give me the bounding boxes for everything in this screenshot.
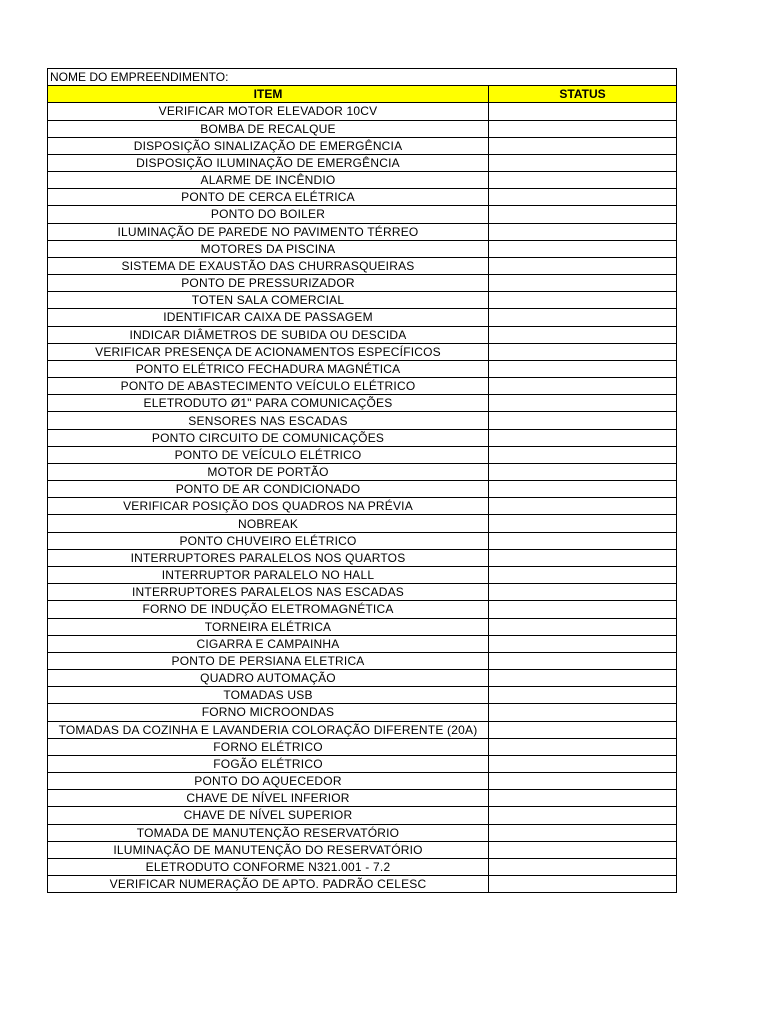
item-cell[interactable]: PONTO CIRCUITO DE COMUNICAÇÕES: [48, 429, 489, 446]
table-row: [48, 876, 677, 893]
item-cell[interactable]: BOMBA DE RECALQUE: [48, 120, 489, 137]
status-cell[interactable]: [489, 755, 677, 772]
table-row: [48, 343, 677, 360]
status-cell[interactable]: [489, 360, 677, 377]
table-row: [48, 481, 677, 498]
table-row: [48, 257, 677, 274]
item-cell[interactable]: INTERRUPTOR PARALELO NO HALL: [48, 566, 489, 583]
table-row: [48, 790, 677, 807]
status-cell[interactable]: [489, 103, 677, 120]
status-cell[interactable]: [489, 154, 677, 171]
status-cell[interactable]: [489, 687, 677, 704]
table-row: [48, 807, 677, 824]
status-cell[interactable]: [489, 773, 677, 790]
item-cell[interactable]: INTERRUPTORES PARALELOS NAS ESCADAS: [48, 584, 489, 601]
table-row: [48, 755, 677, 772]
item-cell[interactable]: FORNO DE INDUÇÃO ELETROMAGNÉTICA: [48, 601, 489, 618]
status-cell[interactable]: [489, 412, 677, 429]
status-cell[interactable]: [489, 515, 677, 532]
status-cell[interactable]: [489, 395, 677, 412]
table-row: [48, 172, 677, 189]
item-cell[interactable]: FOGÃO ELÉTRICO: [48, 755, 489, 772]
table-row: [48, 137, 677, 154]
item-cell[interactable]: ALARME DE INCÊNDIO: [48, 172, 489, 189]
item-cell[interactable]: QUADRO AUTOMAÇÃO: [48, 670, 489, 687]
table-row: [48, 275, 677, 292]
item-cell[interactable]: TOMADAS USB: [48, 687, 489, 704]
status-cell[interactable]: [489, 120, 677, 137]
item-cell[interactable]: ELETRODUTO Ø1" PARA COMUNICAÇÕES: [48, 395, 489, 412]
table-row: [48, 206, 677, 223]
item-cell[interactable]: TOMADA DE MANUTENÇÃO RESERVATÓRIO: [48, 824, 489, 841]
table-row: [48, 738, 677, 755]
table-row: [48, 360, 677, 377]
table-row: [48, 378, 677, 395]
item-cell[interactable]: PONTO DE ABASTECIMENTO VEÍCULO ELÉTRICO: [48, 378, 489, 395]
item-cell[interactable]: TORNEIRA ELÉTRICA: [48, 618, 489, 635]
item-cell[interactable]: PONTO DE AR CONDICIONADO: [48, 481, 489, 498]
status-cell[interactable]: [489, 172, 677, 189]
column-header-item: ITEM: [48, 86, 489, 103]
status-cell[interactable]: [489, 876, 677, 893]
status-cell[interactable]: [489, 137, 677, 154]
table-row: [48, 635, 677, 652]
item-cell[interactable]: VERIFICAR MOTOR ELEVADOR 10CV: [48, 103, 489, 120]
item-cell[interactable]: FORNO MICROONDAS: [48, 704, 489, 721]
item-cell[interactable]: ILUMINAÇÃO DE MANUTENÇÃO DO RESERVATÓRIO: [48, 841, 489, 858]
table-row: [48, 103, 677, 120]
status-cell[interactable]: [489, 429, 677, 446]
status-cell[interactable]: [489, 584, 677, 601]
table-row: [48, 618, 677, 635]
status-cell[interactable]: [489, 532, 677, 549]
item-cell[interactable]: IDENTIFICAR CAIXA DE PASSAGEM: [48, 309, 489, 326]
item-cell[interactable]: SENSORES NAS ESCADAS: [48, 412, 489, 429]
item-cell[interactable]: NOBREAK: [48, 515, 489, 532]
table-row: [48, 292, 677, 309]
table-row: [48, 566, 677, 583]
table-row: [48, 446, 677, 463]
status-cell[interactable]: [489, 446, 677, 463]
status-cell[interactable]: [489, 652, 677, 669]
status-cell[interactable]: [489, 463, 677, 480]
table-row: [48, 601, 677, 618]
status-cell[interactable]: [489, 738, 677, 755]
table-row: [48, 189, 677, 206]
item-cell[interactable]: PONTO DE VEÍCULO ELÉTRICO: [48, 446, 489, 463]
status-cell[interactable]: [489, 635, 677, 652]
table-row: [48, 498, 677, 515]
status-cell[interactable]: [489, 257, 677, 274]
project-name-cell[interactable]: NOME DO EMPREENDIMENTO:: [48, 69, 677, 86]
item-cell[interactable]: INTERRUPTORES PARALELOS NOS QUARTOS: [48, 549, 489, 566]
item-cell[interactable]: VERIFICAR NUMERAÇÃO DE APTO. PADRÃO CELESC: [48, 876, 489, 893]
table-row: [48, 824, 677, 841]
item-cell[interactable]: MOTOR DE PORTÃO: [48, 463, 489, 480]
status-cell[interactable]: [489, 704, 677, 721]
item-cell[interactable]: SISTEMA DE EXAUSTÃO DAS CHURRASQUEIRAS: [48, 257, 489, 274]
table-row: [48, 773, 677, 790]
table-row: [48, 549, 677, 566]
item-cell[interactable]: TOMADAS DA COZINHA E LAVANDERIA COLORAÇÃO DIFERENTE (20A): [48, 721, 489, 738]
column-header-status: STATUS: [489, 86, 677, 103]
item-cell[interactable]: DISPOSIÇÃO ILUMINAÇÃO DE EMERGÊNCIA: [48, 154, 489, 171]
status-cell[interactable]: [489, 326, 677, 343]
table-row: [48, 223, 677, 240]
item-cell[interactable]: PONTO DO AQUECEDOR: [48, 773, 489, 790]
status-cell[interactable]: [489, 343, 677, 360]
item-cell[interactable]: MOTORES DA PISCINA: [48, 240, 489, 257]
status-cell[interactable]: [489, 858, 677, 875]
status-cell[interactable]: [489, 790, 677, 807]
table-row: [48, 532, 677, 549]
status-cell[interactable]: [489, 223, 677, 240]
item-cell[interactable]: FORNO ELÉTRICO: [48, 738, 489, 755]
status-cell[interactable]: [489, 309, 677, 326]
status-cell[interactable]: [489, 378, 677, 395]
table-row: [48, 704, 677, 721]
project-name-row: [48, 69, 677, 86]
item-cell[interactable]: CHAVE DE NÍVEL SUPERIOR: [48, 807, 489, 824]
table-row: [48, 670, 677, 687]
checklist-table: [47, 68, 677, 893]
table-row: [48, 154, 677, 171]
status-cell[interactable]: [489, 824, 677, 841]
status-cell[interactable]: [489, 566, 677, 583]
item-cell[interactable]: PONTO ELÉTRICO FECHADURA MAGNÉTICA: [48, 360, 489, 377]
item-cell[interactable]: DISPOSIÇÃO SINALIZAÇÃO DE EMERGÊNCIA: [48, 137, 489, 154]
status-cell[interactable]: [489, 670, 677, 687]
item-cell[interactable]: PONTO CHUVEIRO ELÉTRICO: [48, 532, 489, 549]
status-cell[interactable]: [489, 807, 677, 824]
table-row: [48, 687, 677, 704]
table-row: [48, 515, 677, 532]
table-row: [48, 395, 677, 412]
status-cell[interactable]: [489, 549, 677, 566]
status-cell[interactable]: [489, 618, 677, 635]
header-row: [48, 86, 677, 103]
table-row: [48, 120, 677, 137]
table-row: [48, 429, 677, 446]
item-cell[interactable]: INDICAR DIÂMETROS DE SUBIDA OU DESCIDA: [48, 326, 489, 343]
table-row: [48, 652, 677, 669]
table-row: [48, 326, 677, 343]
item-cell[interactable]: PONTO DE CERCA ELÉTRICA: [48, 189, 489, 206]
status-cell[interactable]: [489, 189, 677, 206]
item-cell[interactable]: CHAVE DE NÍVEL INFERIOR: [48, 790, 489, 807]
item-cell[interactable]: PONTO DE PERSIANA ELETRICA: [48, 652, 489, 669]
status-cell[interactable]: [489, 721, 677, 738]
item-cell[interactable]: VERIFICAR POSIÇÃO DOS QUADROS NA PRÉVIA: [48, 498, 489, 515]
item-cell[interactable]: PONTO DE PRESSURIZADOR: [48, 275, 489, 292]
table-row: [48, 858, 677, 875]
item-cell[interactable]: TOTEN SALA COMERCIAL: [48, 292, 489, 309]
table-row: [48, 240, 677, 257]
table-row: [48, 721, 677, 738]
item-cell[interactable]: VERIFICAR PRESENÇA DE ACIONAMENTOS ESPECÍFICOS: [48, 343, 489, 360]
item-cell[interactable]: ELETRODUTO CONFORME N321.001 - 7.2: [48, 858, 489, 875]
table-row: [48, 463, 677, 480]
status-cell[interactable]: [489, 240, 677, 257]
status-cell[interactable]: [489, 481, 677, 498]
item-cell[interactable]: CIGARRA E CAMPAINHA: [48, 635, 489, 652]
table-row: [48, 309, 677, 326]
status-cell[interactable]: [489, 206, 677, 223]
item-cell[interactable]: ILUMINAÇÃO DE PAREDE NO PAVIMENTO TÉRREO: [48, 223, 489, 240]
item-cell[interactable]: PONTO DO BOILER: [48, 206, 489, 223]
table-row: [48, 841, 677, 858]
status-cell[interactable]: [489, 498, 677, 515]
table-row: [48, 584, 677, 601]
checklist-rows: [48, 103, 677, 893]
status-cell[interactable]: [489, 292, 677, 309]
status-cell[interactable]: [489, 601, 677, 618]
status-cell[interactable]: [489, 841, 677, 858]
checklist-sheet: [47, 68, 676, 893]
table-row: [48, 412, 677, 429]
status-cell[interactable]: [489, 275, 677, 292]
